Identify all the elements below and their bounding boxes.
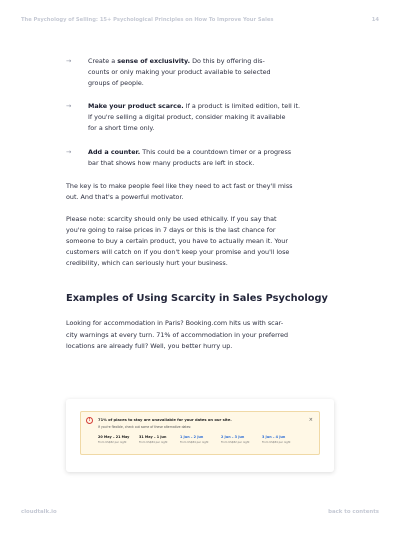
paragraph-ethics [66, 214, 334, 269]
paragraph-line: out. And that's a powerful motivator. [66, 192, 184, 201]
page-number: 14 [371, 17, 379, 23]
date-price: From US$84 per night [139, 440, 168, 444]
bullet-item-scarce [66, 101, 334, 134]
date-price: From US$84 per night [180, 440, 209, 444]
bullet-text: for a short time only. [88, 124, 155, 133]
bullet-text: Do this by offering dis- [190, 57, 265, 65]
arrow-right-icon: → [66, 147, 72, 156]
date-range: 2 Jun – 3 Jun [221, 435, 245, 439]
warning-icon: ! [86, 417, 93, 424]
date-range: 1 Jun – 2 Jun [180, 435, 204, 439]
bullet-item-exclusivity [66, 56, 334, 89]
main-content [66, 56, 334, 352]
date-range: 20 May – 21 May [98, 435, 130, 439]
bullet-bold: sense of exclusivity. [117, 57, 191, 65]
date-option[interactable] [98, 435, 130, 444]
paragraph-line: city warnings at every turn. 71% of accommodation in your preferred [66, 330, 289, 339]
date-option[interactable] [221, 435, 253, 444]
paragraph-booking [66, 318, 334, 351]
date-price: From US$82 per night [221, 440, 250, 444]
date-option[interactable] [262, 435, 294, 444]
paragraph-line: credibility, which can seriously hurt your business. [66, 259, 228, 268]
section-heading: Examples of Using Scarcity in Sales Psychology [66, 293, 328, 305]
bullet-text: If you're selling a digital product, consider making it available [88, 113, 286, 122]
bullet-text: bar that shows how many products are left in stock. [88, 158, 255, 167]
paragraph-line: The key is to make people feel like they need to act fast or they'll miss [66, 181, 293, 190]
date-price: From US$82 per night [98, 440, 127, 444]
booking-screenshot [66, 399, 334, 472]
close-icon[interactable]: × [308, 417, 313, 423]
bullet-item-counter [66, 147, 334, 169]
date-range: 31 May – 1 Jun [139, 435, 167, 439]
paragraph-line: Looking for accommodation in Paris? Booking.com hits us with scar- [66, 319, 284, 328]
back-to-contents-link[interactable]: back to contents [328, 509, 379, 515]
date-range: 3 Jun – 4 Jun [262, 435, 286, 439]
paragraph-key [66, 181, 334, 203]
scarcity-alert [80, 411, 320, 455]
bullet-bold: Make your product scarce. [88, 102, 184, 111]
bullet-text: counts or only making your product available to selected [88, 68, 271, 77]
paragraph-line: Please note: scarcity should only be used ethically. If you say that [66, 214, 277, 223]
site-link[interactable]: cloudtalk.io [21, 509, 57, 515]
date-price: From US$84 per night [262, 440, 291, 444]
bullet-bold: Add a counter. [88, 147, 141, 156]
alternative-dates [98, 435, 309, 449]
bullet-text: Create a [88, 57, 118, 65]
bullet-text: This could be a countdown timer or a progress [140, 147, 292, 156]
bullet-text: groups of people. [88, 79, 144, 88]
paragraph-line: locations are already full? Well, you better hurry up. [66, 341, 233, 350]
date-option[interactable] [180, 435, 212, 444]
paragraph-line: customers will catch on if you don't keep your promise and you'll lose [66, 248, 290, 257]
paragraph-line: you're going to raise prices in 7 days or this is the last chance for [66, 226, 276, 235]
paragraph-line: someone to buy a certain product, you have to actually mean it. Your [66, 237, 288, 246]
alert-subtitle: If you're flexible, check out some of these alternative dates: [98, 425, 192, 429]
arrow-right-icon: → [66, 102, 72, 111]
date-option[interactable] [139, 435, 171, 444]
alert-title: 71% of places to stay are unavailable for your dates on our site. [98, 418, 232, 422]
document-title: The Psychology of Selling: 15+ Psychological Principles on How To Improve Your Sales [21, 17, 274, 23]
bullet-text: If a product is limited edition, tell it. [183, 102, 301, 111]
arrow-right-icon: → [66, 57, 72, 65]
page-header [21, 17, 379, 27]
